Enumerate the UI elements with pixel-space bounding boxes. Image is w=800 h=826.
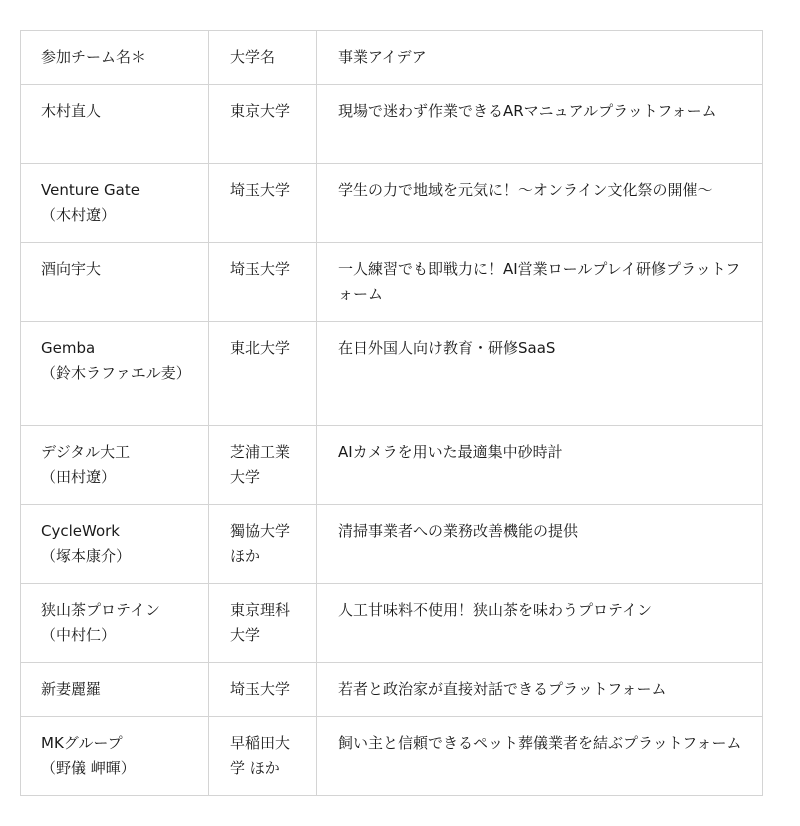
team-name: 酒向宇大 [41,260,102,278]
header-team-name: 参加チーム名＊ [21,31,209,85]
table-row [21,663,763,717]
table-row [21,85,763,164]
table-row [21,505,763,584]
header-business-idea: 事業アイデア [317,31,763,85]
table-row [21,426,763,505]
idea-cell: 人工甘味料不使用！狭山茶を味わうプロテイン [317,584,763,663]
team-name: 狭山茶プロテイン [41,601,160,619]
header-university: 大学名 [209,31,317,85]
university-cell: 東京大学 [209,85,317,164]
idea-cell: 在日外国人向け教育・研修SaaS [317,322,763,426]
university-cell: 埼玉大学 [209,243,317,322]
table-row [21,584,763,663]
table-row [21,322,763,426]
university-cell: 獨協大学ほか [209,505,317,584]
team-name: MKグループ [41,734,123,752]
university-cell: 早稲田大学 ほか [209,717,317,796]
university-cell: 東京理科大学 [209,584,317,663]
team-cell [21,584,209,663]
idea-cell: 一人練習でも即戦力に！AI営業ロールプレイ研修プラットフォーム [317,243,763,322]
idea-cell: 現場で迷わず作業できるARマニュアルプラットフォーム [317,85,763,164]
team-name: Gemba [41,339,96,357]
team-cell [21,426,209,505]
team-name: 木村直人 [41,102,102,120]
team-representative: （木村遼） [41,206,117,224]
team-representative: （鈴木ラファエル麦） [41,364,191,382]
table-row [21,243,763,322]
idea-cell: AIカメラを用いた最適集中砂時計 [317,426,763,505]
table-header-row [21,31,763,85]
participants-table [20,30,763,796]
table-row [21,717,763,796]
table-row [21,164,763,243]
team-name: デジタル大工 [41,443,131,461]
university-cell: 東北大学 [209,322,317,426]
idea-cell: 清掃事業者への業務改善機能の提供 [317,505,763,584]
team-cell [21,243,209,322]
team-name: CycleWork [41,522,120,540]
team-cell [21,505,209,584]
team-cell [21,717,209,796]
team-cell [21,85,209,164]
participants-table-container [20,30,763,796]
team-name: Venture Gate [41,181,140,199]
team-name: 新妻麗羅 [41,680,102,698]
team-representative: （塚本康介） [41,547,132,565]
team-representative: （中村仁） [41,626,117,644]
team-cell [21,663,209,717]
idea-cell: 若者と政治家が直接対話できるプラットフォーム [317,663,763,717]
idea-cell: 飼い主と信頼できるペット葬儀業者を結ぶプラットフォーム [317,717,763,796]
team-cell [21,322,209,426]
university-cell: 埼玉大学 [209,663,317,717]
idea-cell: 学生の力で地域を元気に！〜オンライン文化祭の開催〜 [317,164,763,243]
team-representative: （野儀 岬暉） [41,759,136,777]
university-cell: 芝浦工業大学 [209,426,317,505]
team-cell [21,164,209,243]
team-representative: （田村遼） [41,468,117,486]
university-cell: 埼玉大学 [209,164,317,243]
